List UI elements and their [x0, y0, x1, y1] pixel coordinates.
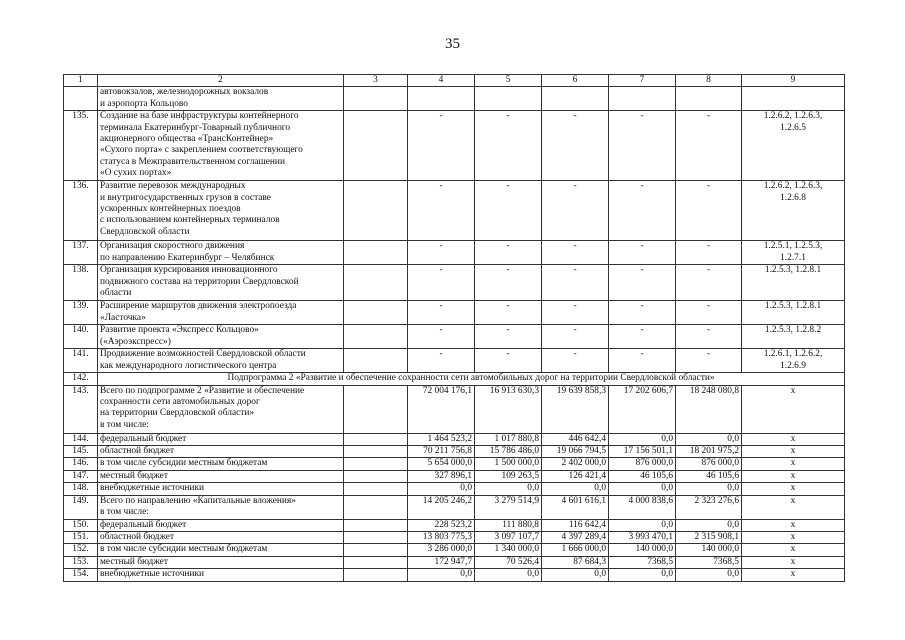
cell-c7: 0,0: [609, 569, 676, 581]
cell-target-codes: x: [742, 544, 845, 556]
cell-c7: -: [609, 301, 676, 325]
row-number: 137.: [64, 241, 98, 265]
cell-c7: 876 000,0: [609, 458, 676, 470]
row-description: Создание на базе инфраструктуры контейнерного терминала Екатеринбург-Товарный публичного акционерного общества «ТрансКонтейнер» «Сухого порта» с закреплением соответствующего статуса в Межправительственном соглашении «О сухих портах»: [98, 111, 344, 181]
cell-c5: 111 880,8: [475, 519, 542, 531]
row-number: 149.: [64, 495, 98, 519]
cell-c6: 2 402 000,0: [542, 458, 609, 470]
cell-col3: [344, 265, 408, 301]
cell-c6: -: [542, 301, 609, 325]
cell-c6: 4 601 616,1: [542, 495, 609, 519]
cell-c6: -: [542, 241, 609, 265]
cell-c7: -: [609, 349, 676, 373]
cell-col3: [344, 446, 408, 458]
cell-col3: [344, 325, 408, 349]
cell-col3: [344, 532, 408, 544]
row-description: Расширение маршрутов движения электропоезда «Ласточка»: [98, 301, 344, 325]
cell-target-codes: x: [742, 556, 845, 568]
cell-c7: 0,0: [609, 519, 676, 531]
cell-c5: 1 017 880,8: [475, 433, 542, 445]
cell-c6: [542, 87, 609, 111]
cell-c8: 2 323 276,6: [676, 495, 742, 519]
column-header: 2: [98, 75, 344, 87]
row-number: 141.: [64, 349, 98, 373]
cell-target-codes: 1.2.6.2, 1.2.6.3, 1.2.6.8: [742, 181, 845, 241]
cell-c6: -: [542, 265, 609, 301]
cell-c7: 0,0: [609, 483, 676, 495]
cell-c5: 16 913 630,3: [475, 385, 542, 433]
cell-c6: 0,0: [542, 483, 609, 495]
cell-c6: 1 666 000,0: [542, 544, 609, 556]
row-number: 138.: [64, 265, 98, 301]
cell-c6: -: [542, 325, 609, 349]
cell-c4: 13 803 775,3: [408, 532, 475, 544]
table-row: [64, 446, 845, 458]
cell-target-codes: x: [742, 433, 845, 445]
row-number: [64, 87, 98, 111]
cell-target-codes: 1.2.5.1, 1.2.5.3, 1.2.7.1: [742, 241, 845, 265]
row-number: 154.: [64, 569, 98, 581]
cell-c8: 18 248 080,8: [676, 385, 742, 433]
column-header: 5: [475, 75, 542, 87]
cell-c7: 17 156 501,1: [609, 446, 676, 458]
cell-c4: 172 947,7: [408, 556, 475, 568]
cell-c4: 5 654 000,0: [408, 458, 475, 470]
cell-c5: -: [475, 241, 542, 265]
cell-c5: 1 340 000,0: [475, 544, 542, 556]
cell-col3: [344, 87, 408, 111]
row-number: 145.: [64, 446, 98, 458]
row-description: внебюджетные источники: [98, 483, 344, 495]
cell-col3: [344, 519, 408, 531]
row-number: 152.: [64, 544, 98, 556]
cell-target-codes: x: [742, 532, 845, 544]
cell-c7: -: [609, 241, 676, 265]
cell-c8: -: [676, 111, 742, 181]
table-row: [64, 470, 845, 482]
cell-c8: -: [676, 241, 742, 265]
table-row: [64, 265, 845, 301]
cell-c5: 109 263,5: [475, 470, 542, 482]
cell-c4: [408, 87, 475, 111]
cell-c7: -: [609, 265, 676, 301]
program-table: [63, 74, 845, 582]
cell-col3: [344, 433, 408, 445]
row-description: Продвижение возможностей Свердловской области как международного логистического центра: [98, 349, 344, 373]
table-row: [64, 373, 845, 385]
cell-target-codes: x: [742, 446, 845, 458]
cell-c8: 7368,5: [676, 556, 742, 568]
cell-c4: 0,0: [408, 569, 475, 581]
cell-c5: -: [475, 111, 542, 181]
cell-c4: 72 004 176,1: [408, 385, 475, 433]
table-row: [64, 241, 845, 265]
cell-c6: -: [542, 181, 609, 241]
row-description: местный бюджет: [98, 556, 344, 568]
row-description: Развитие проекта «Экспресс Кольцово» («Аэроэкспресс»): [98, 325, 344, 349]
table-row: [64, 87, 845, 111]
cell-col3: [344, 241, 408, 265]
cell-c8: -: [676, 265, 742, 301]
cell-c8: -: [676, 181, 742, 241]
cell-c5: 15 786 486,0: [475, 446, 542, 458]
cell-col3: [344, 349, 408, 373]
row-number: 142.: [64, 373, 98, 385]
cell-c4: -: [408, 181, 475, 241]
cell-c4: -: [408, 349, 475, 373]
cell-c7: 17 202 606,7: [609, 385, 676, 433]
cell-c6: 126 421,4: [542, 470, 609, 482]
row-description: Развитие перевозок международных и внутригосударственных грузов в составе ускоренных контейнерных поездов с использованием контейнерных терминалов Свердловской области: [98, 181, 344, 241]
cell-col3: [344, 385, 408, 433]
cell-c7: -: [609, 181, 676, 241]
table-row: [64, 349, 845, 373]
cell-c6: -: [542, 111, 609, 181]
cell-c7: 140 000,0: [609, 544, 676, 556]
cell-c4: 228 523,2: [408, 519, 475, 531]
cell-c5: -: [475, 301, 542, 325]
cell-target-codes: 1.2.5.3, 1.2.8.1: [742, 301, 845, 325]
cell-c6: 0,0: [542, 569, 609, 581]
column-header: 4: [408, 75, 475, 87]
row-description: федеральный бюджет: [98, 519, 344, 531]
cell-c8: [676, 87, 742, 111]
table-row: [64, 532, 845, 544]
row-description: Всего по направлению «Капитальные вложения» в том числе:: [98, 495, 344, 519]
cell-c4: -: [408, 325, 475, 349]
cell-c7: -: [609, 111, 676, 181]
cell-c4: -: [408, 111, 475, 181]
row-number: 153.: [64, 556, 98, 568]
cell-c4: -: [408, 265, 475, 301]
cell-c5: [475, 87, 542, 111]
table-row: [64, 483, 845, 495]
cell-target-codes: 1.2.5.3, 1.2.8.2: [742, 325, 845, 349]
table-row: [64, 569, 845, 581]
page-number: 35: [445, 36, 460, 52]
table-row: [64, 325, 845, 349]
row-number: 140.: [64, 325, 98, 349]
cell-target-codes: x: [742, 385, 845, 433]
cell-c8: 0,0: [676, 569, 742, 581]
column-header: 3: [344, 75, 408, 87]
cell-c5: -: [475, 181, 542, 241]
cell-c5: -: [475, 325, 542, 349]
cell-c6: 19 639 858,3: [542, 385, 609, 433]
row-number: 148.: [64, 483, 98, 495]
row-description: внебюджетные источники: [98, 569, 344, 581]
cell-target-codes: x: [742, 470, 845, 482]
cell-c6: 19 066 794,5: [542, 446, 609, 458]
cell-col3: [344, 111, 408, 181]
cell-c4: 327 896,1: [408, 470, 475, 482]
cell-target-codes: x: [742, 519, 845, 531]
cell-c4: -: [408, 241, 475, 265]
cell-target-codes: 1.2.5.3, 1.2.8.1: [742, 265, 845, 301]
cell-c6: -: [542, 349, 609, 373]
column-header: 1: [64, 75, 98, 87]
header-row: [64, 75, 845, 87]
table-row: [64, 181, 845, 241]
cell-col3: [344, 458, 408, 470]
cell-c6: 446 642,4: [542, 433, 609, 445]
cell-target-codes: x: [742, 569, 845, 581]
cell-c5: 1 500 000,0: [475, 458, 542, 470]
row-description: Всего по подпрограмме 2 «Развитие и обеспечение сохранности сети автомобильных дорог на территории Свердловской области» в том числе:: [98, 385, 344, 433]
cell-c8: 2 315 908,1: [676, 532, 742, 544]
cell-col3: [344, 556, 408, 568]
cell-c6: 4 397 289,4: [542, 532, 609, 544]
row-description: областной бюджет: [98, 446, 344, 458]
cell-c7: 46 105,6: [609, 470, 676, 482]
column-header: 9: [742, 75, 845, 87]
row-number: 147.: [64, 470, 98, 482]
row-number: 151.: [64, 532, 98, 544]
cell-c8: -: [676, 325, 742, 349]
cell-c5: -: [475, 349, 542, 373]
cell-col3: [344, 470, 408, 482]
row-description: местный бюджет: [98, 470, 344, 482]
row-description: автовокзалов, железнодорожных вокзалов и аэропорта Кольцово: [98, 87, 344, 111]
column-header: 8: [676, 75, 742, 87]
cell-col3: [344, 544, 408, 556]
cell-target-codes: x: [742, 495, 845, 519]
cell-c5: -: [475, 265, 542, 301]
row-number: 150.: [64, 519, 98, 531]
cell-c4: 70 211 756,8: [408, 446, 475, 458]
table-row: [64, 301, 845, 325]
cell-c5: 70 526,4: [475, 556, 542, 568]
cell-c8: 0,0: [676, 433, 742, 445]
cell-c8: -: [676, 349, 742, 373]
table-row: [64, 433, 845, 445]
subprogram-title: Подпрограмма 2 «Развитие и обеспечение сохранности сети автомобильных дорог на территории Свердловской области»: [98, 373, 845, 385]
cell-c5: 0,0: [475, 483, 542, 495]
table-row: [64, 544, 845, 556]
cell-c4: 0,0: [408, 483, 475, 495]
table-row: [64, 556, 845, 568]
cell-c5: 3 097 107,7: [475, 532, 542, 544]
row-number: 136.: [64, 181, 98, 241]
cell-c8: 46 105,6: [676, 470, 742, 482]
column-header: 6: [542, 75, 609, 87]
cell-c8: -: [676, 301, 742, 325]
row-description: Организация скоростного движения по направлению Екатеринбург – Челябинск: [98, 241, 344, 265]
cell-col3: [344, 181, 408, 241]
table-row: [64, 519, 845, 531]
row-description: федеральный бюджет: [98, 433, 344, 445]
cell-c5: 3 279 514,9: [475, 495, 542, 519]
cell-c6: 116 642,4: [542, 519, 609, 531]
column-header: 7: [609, 75, 676, 87]
cell-target-codes: [742, 87, 845, 111]
cell-c7: 0,0: [609, 433, 676, 445]
cell-c8: 0,0: [676, 519, 742, 531]
row-number: 139.: [64, 301, 98, 325]
cell-c7: 3 993 470,1: [609, 532, 676, 544]
cell-c7: 4 000 838,6: [609, 495, 676, 519]
row-number: 144.: [64, 433, 98, 445]
cell-c7: 7368,5: [609, 556, 676, 568]
cell-c8: 140 000,0: [676, 544, 742, 556]
table-row: [64, 111, 845, 181]
cell-target-codes: 1.2.6.2, 1.2.6.3, 1.2.6.5: [742, 111, 845, 181]
table-row: [64, 385, 845, 433]
cell-col3: [344, 301, 408, 325]
table-row: [64, 495, 845, 519]
cell-col3: [344, 569, 408, 581]
cell-target-codes: x: [742, 483, 845, 495]
cell-col3: [344, 495, 408, 519]
cell-c4: 1 464 523,2: [408, 433, 475, 445]
row-number: 146.: [64, 458, 98, 470]
row-description: Организация курсирования инновационного подвижного состава на территории Свердловской области: [98, 265, 344, 301]
cell-c4: 14 205 246,2: [408, 495, 475, 519]
cell-c7: -: [609, 325, 676, 349]
cell-c8: 876 000,0: [676, 458, 742, 470]
cell-target-codes: 1.2.6.1, 1.2.6.2, 1.2.6.9: [742, 349, 845, 373]
row-description: в том числе субсидии местным бюджетам: [98, 544, 344, 556]
cell-c8: 0,0: [676, 483, 742, 495]
cell-c4: 3 286 000,0: [408, 544, 475, 556]
cell-c7: [609, 87, 676, 111]
cell-c4: -: [408, 301, 475, 325]
cell-c5: 0,0: [475, 569, 542, 581]
row-description: в том числе субсидии местным бюджетам: [98, 458, 344, 470]
row-number: 135.: [64, 111, 98, 181]
row-number: 143.: [64, 385, 98, 433]
cell-col3: [344, 483, 408, 495]
cell-c8: 18 201 975,2: [676, 446, 742, 458]
table-row: [64, 458, 845, 470]
row-description: областной бюджет: [98, 532, 344, 544]
cell-c6: 87 684,3: [542, 556, 609, 568]
cell-target-codes: x: [742, 458, 845, 470]
